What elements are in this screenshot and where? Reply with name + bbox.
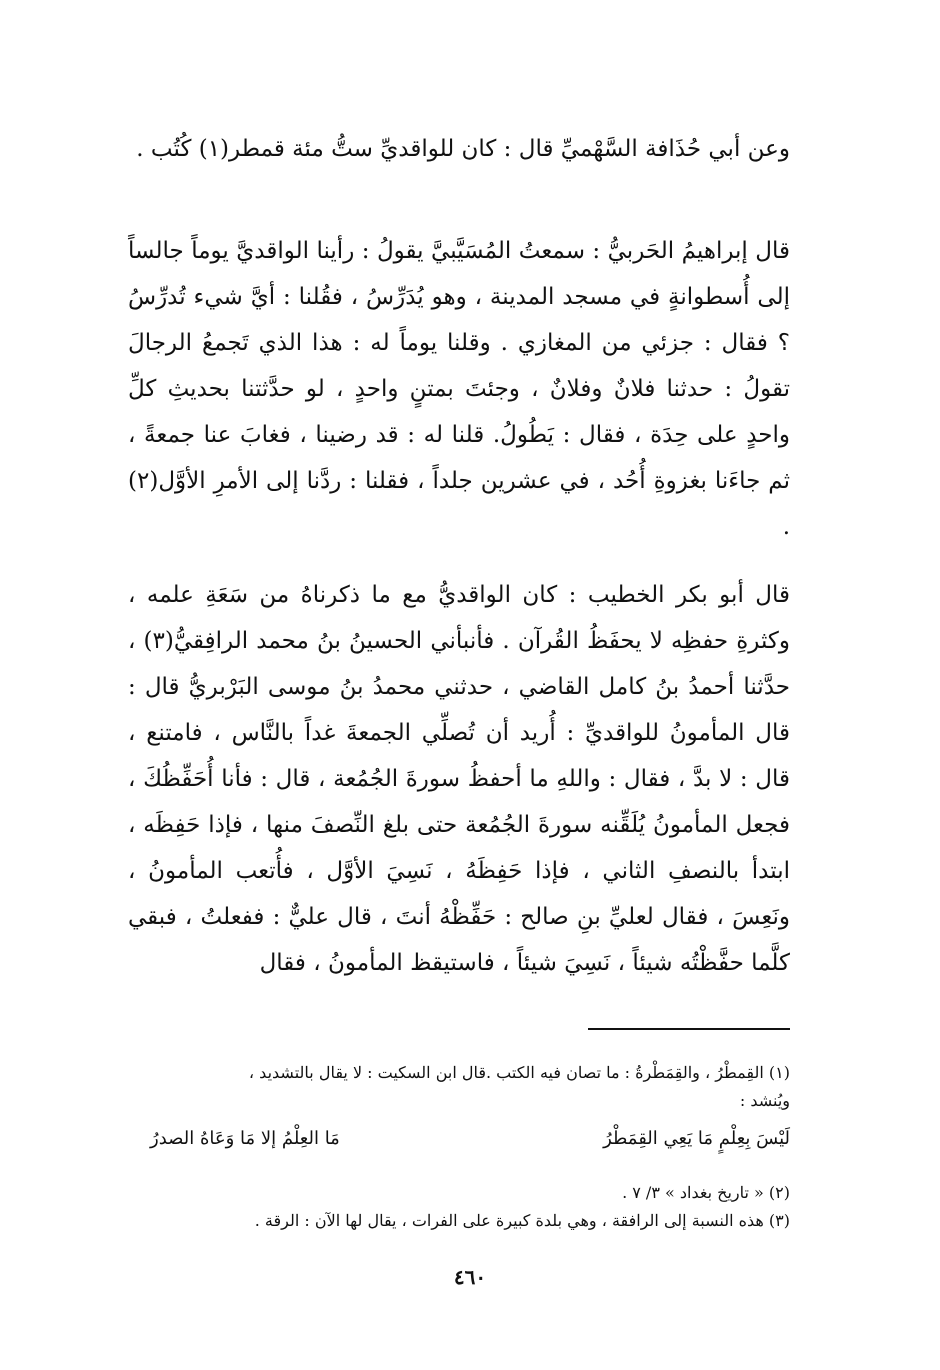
- paragraph-3: قال أبو بكر الخطيب : كان الواقديُّ مع ما ذكرناهُ من سَعَةِ علمه ، وكثرةِ حفظِه لا يحفَظُ القُرآن . فأنبأني الحسينُ بنُ محمد الرافِقيُّ(٣) ، حدَّثنا أحمدُ بنُ كامل القاضي ، حدثني محمدُ بنُ موسى البَرْبريُّ قال : قال المأمونُ للواقديِّ : أُريد أن تُصلِّي الجمعةَ غداً بالنَّاس ، فامتنع ، قال : لا بدَّ ، فقال : واللهِ ما أحفظُ سورةَ الجُمُعة ، قال : فأنا أُحَفِّظُكَ ، فجعل المأمونُ يُلَقِّنه سورةَ الجُمُعة حتى بلغ النِّصفَ منها ، فإذا حَفِظَه ، ابتدأ بالنصفِ الثاني ، فإذا حَفِظَهُ ، نَسِيَ الأوَّل ، فأُتعب المأمونُ ، ونَعِسَ ، فقال لعليِّ بنِ صالح : حَفِّظْهُ أنتَ ، قال عليٌّ : ففعلتُ ، فبقي كلَّما حفَّظْتُه شيئاً ، نَسِيَ شيئاً ، فاستيقظ المأمونُ ، فقال: [128, 582, 790, 976]
- verse-first-hemistich: لَيْسَ بِعِلْمٍ مَا يَعِي القِمَطْرُ: [603, 1128, 790, 1149]
- verse-second-hemistich: مَا العِلْمُ إلا مَا وَعَاهُ الصدرُ: [150, 1128, 340, 1149]
- footnote-separator: [588, 1028, 790, 1030]
- paragraph-1: وعن أبي حُذَافة السَّهْميِّ قال : كان للواقديِّ ستُّ مئة قمطر(١) كُتُب .: [136, 136, 790, 162]
- footnote-1-line-2: ويُنشد :: [739, 1091, 790, 1110]
- footnote-1-line-1: (١) القِمطْرُ ، والقِمَطْرةُ : ما تصان فيه الكتب .قال ابن السكيت : لا يقال بالتشديد ،: [248, 1063, 790, 1082]
- page-number: ٤٦٠: [453, 1265, 487, 1289]
- footnote-2: (٢) « تاريخ بغداد » ٣/ ٧ .: [622, 1183, 790, 1202]
- footnote-3: (٣) هذه النسبة إلى الرافقة ، وهي بلدة كبيرة على الفرات ، يقال لها الآن : الرقة .: [254, 1211, 790, 1230]
- footnote-verse: [150, 1124, 790, 1154]
- paragraph-2: قال إبراهيمُ الحَربيُّ : سمعتُ المُسَيَّبيَّ يقولُ : رأينا الواقديَّ يوماً جالساً إلى أُسطوانةٍ في مسجد المدينة ، وهو يُدَرِّسُ ، فقُلنا : أيَّ شيء تُدرِّسُ ؟ فقال : جزئي من المغازي . وقلنا يوماً له : هذا الذي تَجمعُ الرجالَ تقولُ : حدثنا فلانٌ وفلانٌ ، وجئتَ بمتنٍ واحدٍ ، لو حدَّثتنا بحديثِ كلِّ واحدٍ على حِدَة ، فقال : يَطُولُ. قلنا له : قد رضينا ، فغابَ عنا جمعةً ، ثم جاءَنا بغزوةِ أُحُد ، في عشرين جلداً ، فقلنا : ردَّنا إلى الأمرِ الأوَّل(٢) .: [128, 238, 790, 540]
